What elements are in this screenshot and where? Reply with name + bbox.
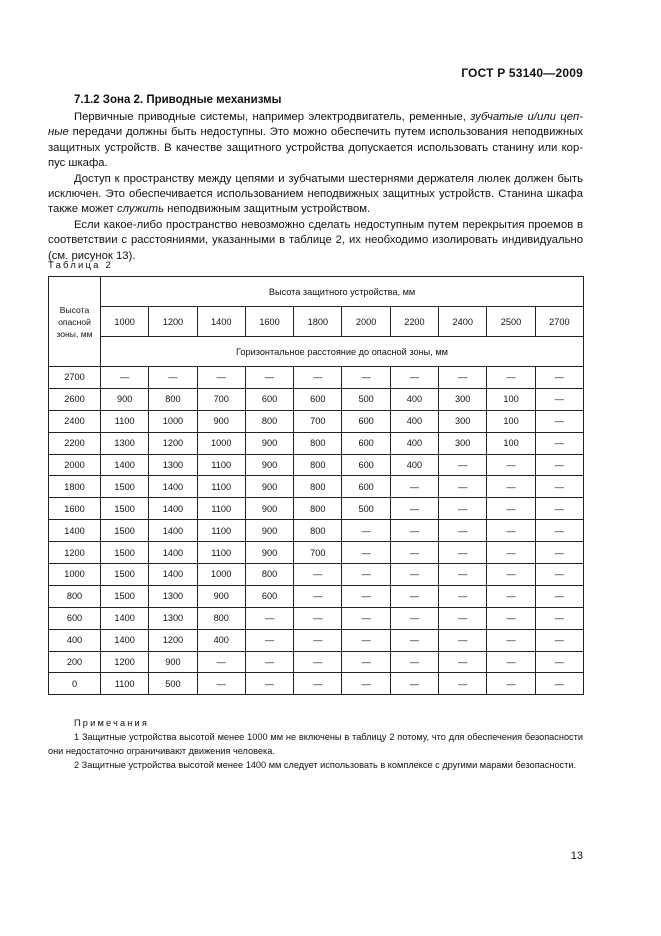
paragraph-2	[48, 172, 583, 218]
table-cell: 800	[294, 498, 342, 520]
table-cell: 900	[245, 454, 293, 476]
table-row	[49, 476, 584, 498]
table-cell: 400	[197, 629, 245, 651]
table-cell: 400	[390, 432, 438, 454]
bottom-header: Горизонтальное расстояние до опасной зоны, мм	[101, 337, 584, 367]
table-cell: 1000	[197, 564, 245, 586]
column-header: 1800	[294, 307, 342, 337]
table-cell: —	[294, 585, 342, 607]
table-cell: 600	[342, 476, 390, 498]
table-cell: —	[294, 367, 342, 389]
table-cell: —	[294, 651, 342, 673]
table-cell: —	[439, 607, 487, 629]
column-header: 1200	[149, 307, 197, 337]
table-cell: —	[487, 454, 535, 476]
table-cell: 1100	[197, 542, 245, 564]
table-cell: 1100	[197, 454, 245, 476]
paragraph-1	[48, 110, 583, 172]
table-cell: 600	[245, 388, 293, 410]
table-cell: —	[535, 629, 583, 651]
table-cell: —	[342, 651, 390, 673]
table-cell: 1100	[197, 476, 245, 498]
table-cell: —	[535, 542, 583, 564]
section-title: 7.1.2 Зона 2. Приводные механизмы	[74, 94, 282, 106]
notes	[48, 716, 583, 772]
row-label-cell: 1400	[49, 520, 101, 542]
table-cell: 600	[342, 454, 390, 476]
table-cell: —	[535, 520, 583, 542]
top-header: Высота защитного устройства, мм	[101, 277, 584, 307]
table-label: Таблица 2	[48, 260, 113, 271]
table-cell: 1200	[149, 432, 197, 454]
table-cell: —	[439, 367, 487, 389]
row-label-cell: 2200	[49, 432, 101, 454]
table-body	[49, 367, 584, 695]
table-cell: —	[390, 564, 438, 586]
table-cell: —	[390, 607, 438, 629]
table-cell: 400	[390, 454, 438, 476]
table-cell: —	[487, 367, 535, 389]
table-cell: 600	[245, 585, 293, 607]
table-cell: —	[294, 564, 342, 586]
table-cell: —	[487, 629, 535, 651]
table-row	[49, 388, 584, 410]
table-cell: 900	[245, 476, 293, 498]
table-cell: —	[197, 367, 245, 389]
table-cell: 800	[294, 454, 342, 476]
table-cell: —	[439, 585, 487, 607]
row-header: Высота опасной зоны, мм	[49, 277, 101, 367]
table-cell: 1100	[197, 498, 245, 520]
table-cell: —	[245, 651, 293, 673]
table-cell: 1400	[149, 476, 197, 498]
table-cell: —	[535, 388, 583, 410]
column-header: 1000	[101, 307, 149, 337]
table-cell: —	[245, 607, 293, 629]
table-cell: 1500	[101, 585, 149, 607]
table-cell: —	[535, 607, 583, 629]
table-cell: —	[390, 585, 438, 607]
table-cell: 700	[197, 388, 245, 410]
table-cell: 600	[294, 388, 342, 410]
note-1: 1 Защитные устройства высотой менее 1000 мм не включены в таблицу 2 потому, что для обеспечения безопасности они недостаточно ограничивают движения человека.	[48, 732, 583, 756]
table-cell: 100	[487, 388, 535, 410]
table-cell: 1400	[149, 498, 197, 520]
table-cell: —	[245, 673, 293, 695]
column-header: 1400	[197, 307, 245, 337]
table-row	[49, 432, 584, 454]
table-cell: —	[535, 651, 583, 673]
table-cell: —	[535, 410, 583, 432]
table-cell: —	[390, 476, 438, 498]
paragraph-1-text-a: Первичные приводные системы, например электродвигатель, ременные,	[74, 111, 471, 123]
table-cell: —	[535, 367, 583, 389]
note-2: 2 Защитные устройства высотой менее 1400 мм следует использовать в комплексе с другими марами безопасности.	[74, 760, 577, 770]
table-cell: —	[390, 498, 438, 520]
table-cell: —	[390, 367, 438, 389]
table-cell: —	[487, 476, 535, 498]
table-cell: —	[101, 367, 149, 389]
table-cell: 1300	[149, 454, 197, 476]
table-cell: 1400	[101, 454, 149, 476]
table-cell: 100	[487, 410, 535, 432]
table-cell: 1000	[197, 432, 245, 454]
table-row	[49, 673, 584, 695]
table-cell: —	[487, 520, 535, 542]
paragraph-2-emphasis: служить	[116, 203, 165, 216]
table-cell: —	[390, 629, 438, 651]
table-cell: —	[535, 432, 583, 454]
row-label-cell: 600	[49, 607, 101, 629]
table-cell: —	[535, 564, 583, 586]
table-cell: 1400	[149, 564, 197, 586]
row-label-cell: 0	[49, 673, 101, 695]
table-cell: 100	[487, 432, 535, 454]
table-cell: —	[535, 454, 583, 476]
paragraph-2-text-b: неподвижным защитным устройством.	[164, 203, 371, 216]
table-cell: 900	[245, 542, 293, 564]
table-cell: —	[342, 673, 390, 695]
table-cell: —	[390, 542, 438, 564]
table-cell: —	[294, 673, 342, 695]
table-cell: 900	[245, 520, 293, 542]
table-cell: 1300	[101, 432, 149, 454]
row-label-cell: 2700	[49, 367, 101, 389]
table-cell: —	[342, 542, 390, 564]
table-cell: —	[487, 542, 535, 564]
table-cell: —	[342, 585, 390, 607]
table-cell: —	[342, 607, 390, 629]
table-cell: —	[439, 651, 487, 673]
table-cell: 1500	[101, 564, 149, 586]
table-cell: —	[197, 651, 245, 673]
table-cell: 1200	[149, 629, 197, 651]
table-cell: 300	[439, 388, 487, 410]
table-row	[49, 629, 584, 651]
table-cell: 1300	[149, 607, 197, 629]
table-cell: —	[342, 520, 390, 542]
paragraph-3: Если какое-либо пространство невозможно сделать недоступным путем перекрытия проемов в соответствии с расстояниями, указанными в таблице 2, их необходимо изолировать индивидуально (см. рисунок 13).	[48, 218, 583, 262]
table-cell: 800	[245, 410, 293, 432]
table-cell: 900	[245, 432, 293, 454]
table-cell: 500	[149, 673, 197, 695]
table-cell: —	[487, 585, 535, 607]
row-label-cell: 1800	[49, 476, 101, 498]
table-cell: —	[439, 629, 487, 651]
table-cell: —	[487, 564, 535, 586]
document-id: ГОСТ Р 53140—2009	[461, 66, 583, 80]
table-cell: 600	[342, 410, 390, 432]
row-label-cell: 200	[49, 651, 101, 673]
table-row	[49, 498, 584, 520]
table-cell: 800	[294, 476, 342, 498]
table-cell: —	[439, 454, 487, 476]
table-row	[49, 651, 584, 673]
table-cell: 400	[390, 388, 438, 410]
table-cell: 1000	[149, 410, 197, 432]
row-label-cell: 1000	[49, 564, 101, 586]
row-label-cell: 1200	[49, 542, 101, 564]
table-cell: —	[390, 520, 438, 542]
table-cell: —	[439, 476, 487, 498]
column-header: 2200	[390, 307, 438, 337]
column-header: 2400	[439, 307, 487, 337]
paragraph-1-text-b: передачи должны быть недоступны. Это можно обеспечить путем использования неподвижных защитных устройств. В качестве защитного устройства допускается использовать станину или корпус шкафа.	[48, 126, 583, 170]
table-cell: —	[390, 651, 438, 673]
table-row	[49, 367, 584, 389]
table-cell: 900	[197, 585, 245, 607]
table-cell: 1400	[101, 629, 149, 651]
table-cell: —	[535, 673, 583, 695]
table-row	[49, 520, 584, 542]
table-cell: —	[487, 673, 535, 695]
table-cell: —	[439, 673, 487, 695]
table-cell: 800	[245, 564, 293, 586]
column-header: 2500	[487, 307, 535, 337]
table-cell: 1300	[149, 585, 197, 607]
table-cell: —	[535, 585, 583, 607]
table-cell: 1500	[101, 520, 149, 542]
section-content	[48, 93, 583, 264]
table-cell: 1400	[149, 542, 197, 564]
page-number: 13	[570, 850, 583, 862]
row-label-cell: 2400	[49, 410, 101, 432]
table-cell: 900	[149, 651, 197, 673]
table-cell: 800	[294, 520, 342, 542]
table-cell: —	[342, 564, 390, 586]
table-cell: —	[439, 520, 487, 542]
table-cell: 700	[294, 542, 342, 564]
table-cell: 500	[342, 388, 390, 410]
table-row	[49, 564, 584, 586]
table-cell: 1100	[101, 673, 149, 695]
row-label-cell: 400	[49, 629, 101, 651]
table-cell: —	[487, 651, 535, 673]
row-label-cell: 2600	[49, 388, 101, 410]
row-label-cell: 1600	[49, 498, 101, 520]
table-cell: 1500	[101, 476, 149, 498]
table-cell: 400	[390, 410, 438, 432]
table-cell: —	[294, 629, 342, 651]
table-cell: 1500	[101, 498, 149, 520]
table-cell: 800	[294, 432, 342, 454]
table-cell: —	[439, 498, 487, 520]
table-cell: 1400	[149, 520, 197, 542]
row-label-cell: 2000	[49, 454, 101, 476]
table-row	[49, 542, 584, 564]
table-cell: 300	[439, 410, 487, 432]
distance-table	[48, 276, 584, 695]
table-cell: —	[245, 629, 293, 651]
table-cell: —	[535, 476, 583, 498]
table-cell: 1200	[101, 651, 149, 673]
table-row	[49, 607, 584, 629]
table-cell: —	[487, 498, 535, 520]
table-row	[49, 410, 584, 432]
table-cell: —	[535, 498, 583, 520]
paragraph-2-text-a: Доступ к пространству между цепями и зубчатыми шестернями держателя люлек должен быть исключен. Это обеспечивается использованием неподвижных защитных устройств. Станина шкафа также может	[48, 172, 583, 216]
table-cell: 900	[245, 498, 293, 520]
paragraph-1-emphasis: зубчатые и/или цепные	[48, 111, 584, 139]
table-cell: —	[439, 564, 487, 586]
table-cell: 1400	[101, 607, 149, 629]
column-header: 2000	[342, 307, 390, 337]
column-header-row	[49, 307, 584, 337]
table-cell: 500	[342, 498, 390, 520]
table-cell: —	[390, 673, 438, 695]
column-header: 2700	[535, 307, 583, 337]
table-cell: 300	[439, 432, 487, 454]
table-row	[49, 454, 584, 476]
row-label-cell: 800	[49, 585, 101, 607]
table-cell: 600	[342, 432, 390, 454]
table-cell: 1100	[101, 410, 149, 432]
table-cell: —	[149, 367, 197, 389]
table-cell: —	[342, 367, 390, 389]
table-cell: 1500	[101, 542, 149, 564]
table-cell: 1100	[197, 520, 245, 542]
table-cell: —	[487, 607, 535, 629]
notes-title: Примечания	[74, 718, 150, 728]
table-cell: —	[197, 673, 245, 695]
table-cell: 700	[294, 410, 342, 432]
table-cell: —	[294, 607, 342, 629]
table-cell: 800	[149, 388, 197, 410]
table-cell: —	[342, 629, 390, 651]
table-cell: —	[439, 542, 487, 564]
table-cell: —	[245, 367, 293, 389]
table-row	[49, 585, 584, 607]
column-header: 1600	[245, 307, 293, 337]
table-cell: 800	[197, 607, 245, 629]
table-cell: 900	[197, 410, 245, 432]
table-cell: 900	[101, 388, 149, 410]
